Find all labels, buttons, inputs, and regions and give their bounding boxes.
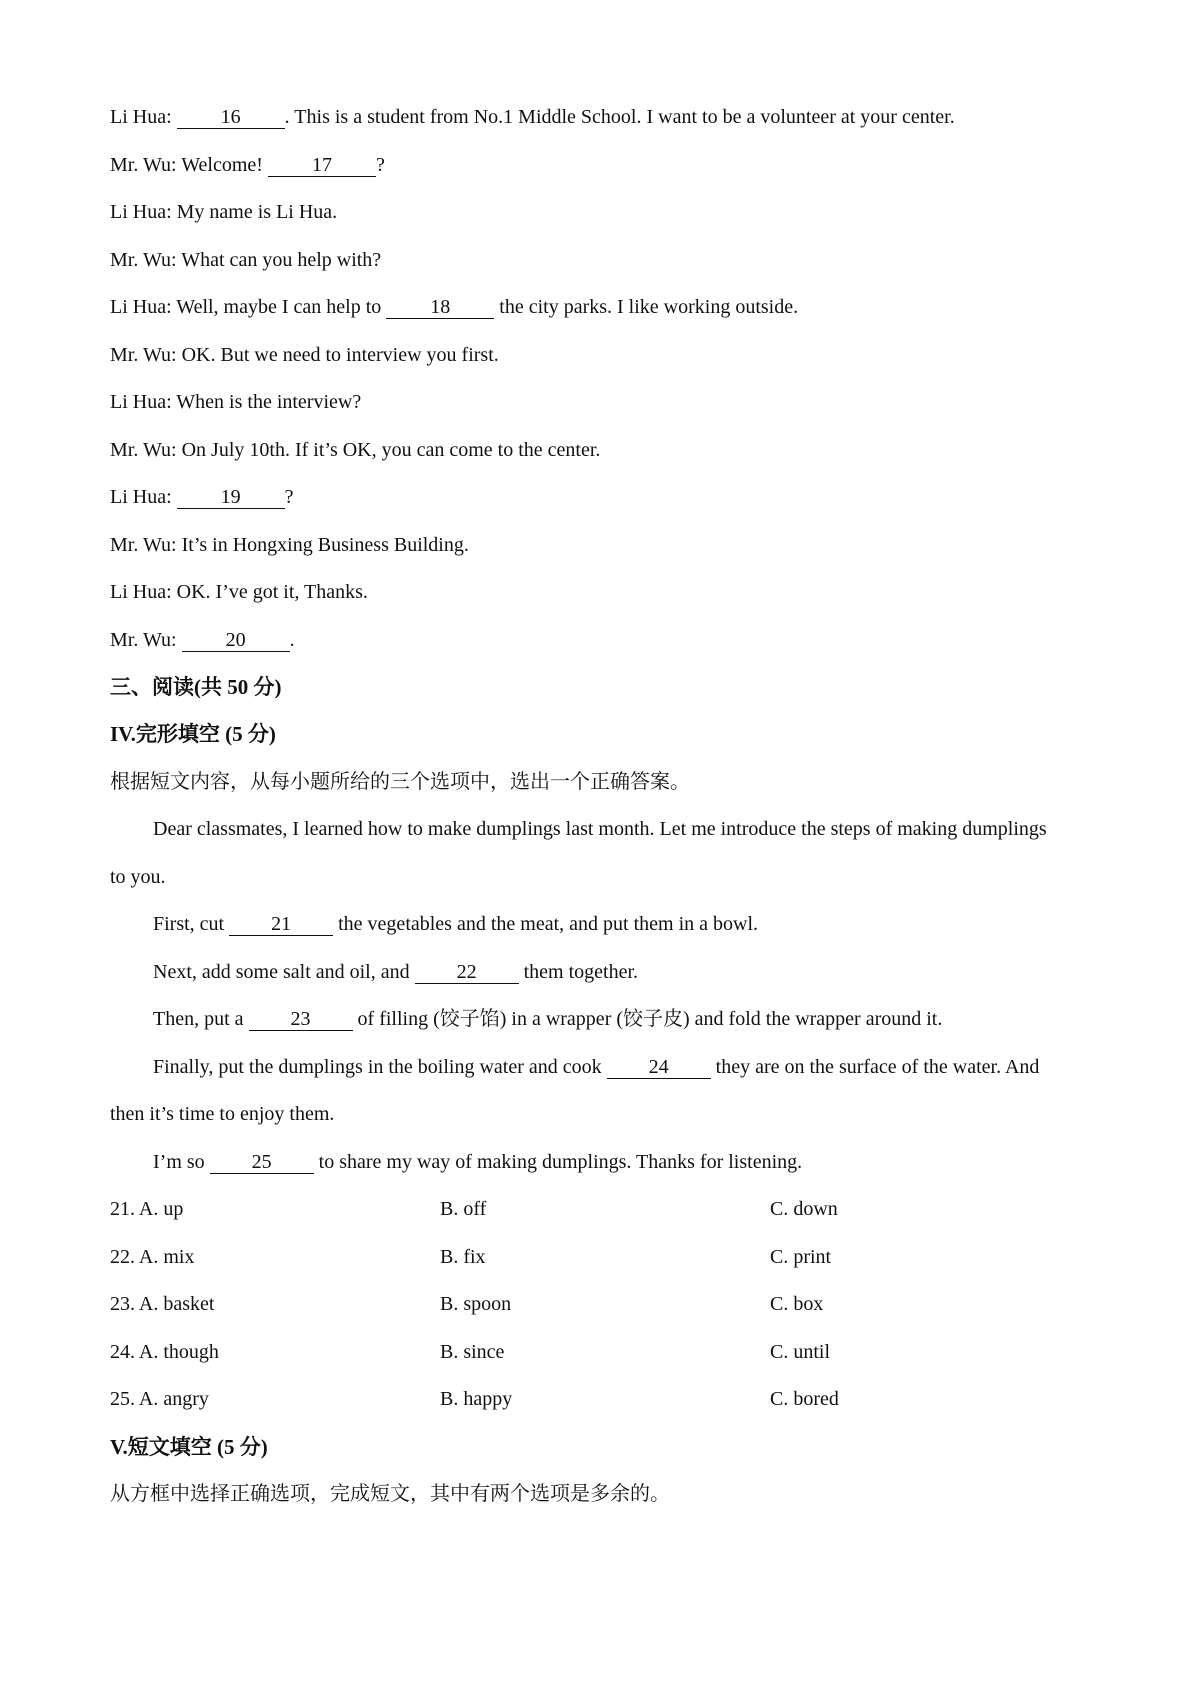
- part-4-instruction: 根据短文内容，从每小题所给的三个选项中，选出一个正确答案。: [110, 771, 690, 793]
- section-3-title: 三、阅读(共 50 分): [110, 675, 282, 699]
- passage-paragraph-5: [153, 1054, 1100, 1080]
- part-4-title: IV.完形填空 (5 分): [110, 722, 276, 746]
- dialogue-line-5: [110, 294, 1100, 320]
- dialogue-line-10: Mr. Wu: It’s in Hongxing Business Building.: [110, 534, 469, 556]
- passage-text: they are on the surface of the water. And: [710, 1056, 1040, 1078]
- part-5-instruction: 从方框中选择正确选项，完成短文，其中有两个选项是多余的。: [110, 1483, 670, 1505]
- passage-text: I’m so: [153, 1151, 210, 1173]
- dialogue-line-4: Mr. Wu: What can you help with?: [110, 249, 382, 271]
- speaker-text: Li Hua:: [110, 486, 177, 508]
- dialogue-line-11: Li Hua: OK. I’ve got it, Thanks.: [110, 581, 368, 603]
- part-5-title: V.短文填空 (5 分): [110, 1435, 268, 1459]
- dialogue-line-1: [110, 104, 1100, 130]
- dialogue-line-9: [110, 484, 1100, 510]
- option-25-a: 25. A. angry: [110, 1388, 209, 1410]
- blank-22: 22: [415, 961, 519, 984]
- option-23-b: B. spoon: [440, 1293, 512, 1315]
- passage-paragraph-1-cont: to you.: [110, 866, 166, 888]
- blank-25: 25: [210, 1151, 314, 1174]
- blank-20: 20: [182, 629, 290, 652]
- option-23-a: 23. A. basket: [110, 1293, 215, 1315]
- passage-paragraph-6: [153, 1149, 1100, 1175]
- dialogue-line-7: Li Hua: When is the interview?: [110, 391, 362, 413]
- blank-24: 24: [607, 1056, 711, 1079]
- blank-19: 19: [177, 486, 285, 509]
- dialogue-line-3: Li Hua: My name is Li Hua.: [110, 201, 338, 223]
- blank-23: 23: [249, 1008, 353, 1031]
- passage-text: to share my way of making dumplings. Thanks for listening.: [313, 1151, 803, 1173]
- blank-18: 18: [386, 296, 494, 319]
- option-21-a: 21. A. up: [110, 1198, 184, 1220]
- passage-text: the vegetables and the meat, and put them in a bowl.: [333, 913, 758, 935]
- option-21-b: B. off: [440, 1198, 487, 1220]
- speaker-text: Li Hua:: [110, 106, 177, 128]
- passage-paragraph-4: [153, 1006, 1100, 1032]
- dialogue-line-6: Mr. Wu: OK. But we need to interview you first.: [110, 344, 499, 366]
- passage-paragraph-5-cont: then it’s time to enjoy them.: [110, 1103, 335, 1125]
- passage-text: Next, add some salt and oil, and: [153, 961, 415, 983]
- line-text: ?: [284, 486, 294, 508]
- passage-text: of filling (饺子馅) in a wrapper (饺子皮) and fold the wrapper around it.: [352, 1008, 943, 1030]
- passage-paragraph-1: Dear classmates, I learned how to make dumplings last month. Let me introduce the steps of making dumplings: [153, 818, 1047, 840]
- passage-text: Finally, put the dumplings in the boiling water and cook: [153, 1056, 607, 1078]
- speaker-text: Mr. Wu:: [110, 629, 182, 651]
- dialogue-line-8: Mr. Wu: On July 10th. If it’s OK, you can come to the center.: [110, 439, 601, 461]
- blank-16: 16: [177, 106, 285, 129]
- passage-text: them together.: [518, 961, 639, 983]
- line-text: the city parks. I like working outside.: [494, 296, 799, 318]
- option-24-b: B. since: [440, 1341, 505, 1363]
- dialogue-line-12: [110, 627, 1100, 653]
- option-25-b: B. happy: [440, 1388, 513, 1410]
- blank-21: 21: [229, 913, 333, 936]
- line-text: .: [289, 629, 295, 651]
- blank-17: 17: [268, 154, 376, 177]
- option-25-c: C. bored: [770, 1388, 839, 1410]
- passage-paragraph-2: [153, 911, 1100, 937]
- option-24-c: C. until: [770, 1341, 831, 1363]
- option-21-c: C. down: [770, 1198, 838, 1220]
- passage-text: Then, put a: [153, 1008, 249, 1030]
- option-24-a: 24. A. though: [110, 1341, 219, 1363]
- line-text: ?: [375, 154, 385, 176]
- speaker-text: Li Hua: Well, maybe I can help to: [110, 296, 387, 318]
- option-22-c: C. print: [770, 1246, 832, 1268]
- option-23-c: C. box: [770, 1293, 824, 1315]
- passage-paragraph-3: [153, 959, 1100, 985]
- option-22-b: B. fix: [440, 1246, 486, 1268]
- option-22-a: 22. A. mix: [110, 1246, 195, 1268]
- line-text: . This is a student from No.1 Middle School. I want to be a volunteer at your center.: [284, 106, 955, 128]
- dialogue-line-2: [110, 152, 1100, 178]
- passage-text: First, cut: [153, 913, 230, 935]
- speaker-text: Mr. Wu: Welcome!: [110, 154, 268, 176]
